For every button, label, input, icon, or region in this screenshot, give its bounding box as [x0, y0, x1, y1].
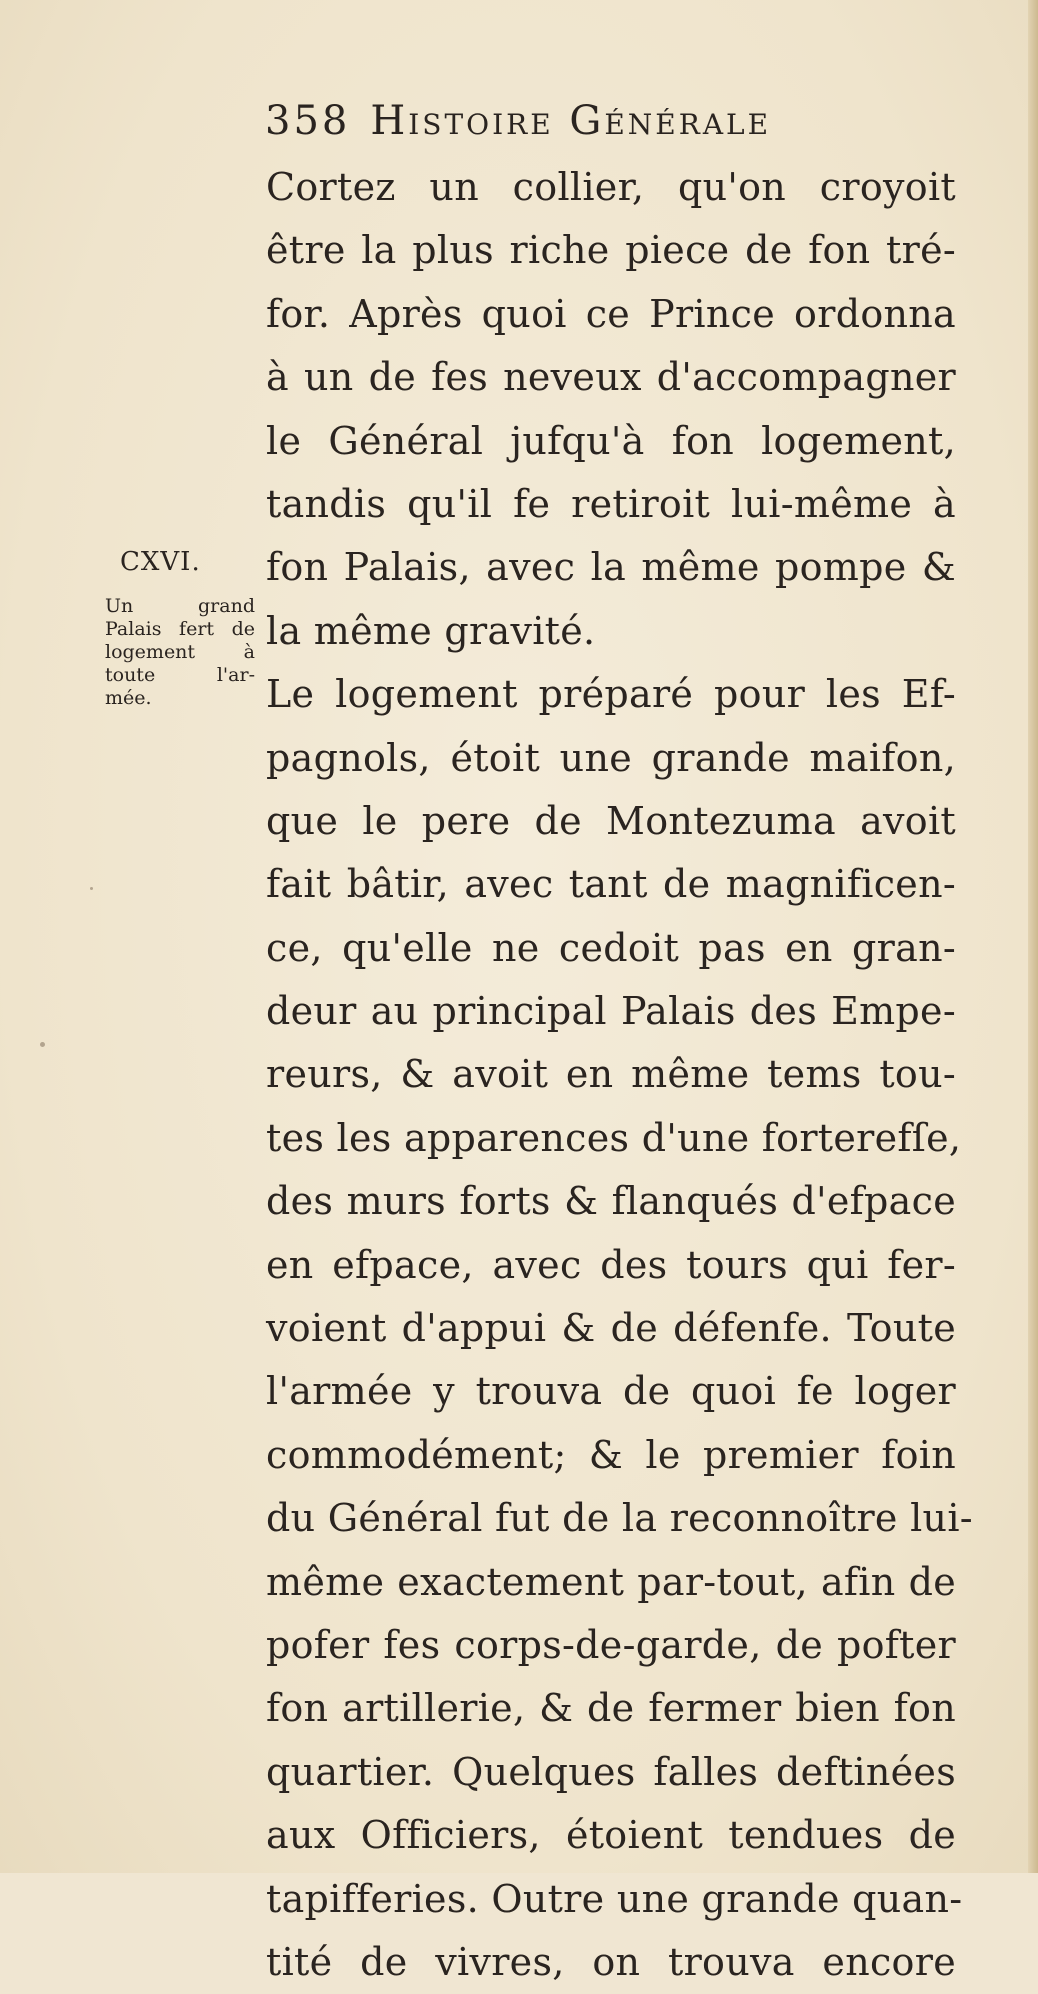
text-line: Cortez un collier, qu'on croyoit	[266, 165, 956, 209]
margin-note-line: Palais fert de	[105, 618, 255, 640]
text-line: ce, qu'elle ne cedoit pas en gran-	[266, 925, 956, 970]
running-header	[265, 98, 771, 144]
text-line: des murs forts & flanqués d'efpace	[266, 1179, 956, 1224]
text-line: tes les apparences d'une forterefſe,	[266, 1115, 962, 1160]
body-text	[266, 156, 973, 1994]
text-line: quartier. Quelques falles deftinées	[266, 1749, 956, 1794]
text-line: fon Palais, avec la même pompe &	[266, 545, 956, 590]
text-line: à un de fes neveux d'accompagner	[266, 355, 956, 400]
paper-speck	[90, 887, 93, 890]
page-edge	[1028, 0, 1038, 1873]
text-line: pofer fes corps-de-garde, de pofter	[266, 1622, 956, 1667]
text-line: en efpace, avec des tours qui fer-	[266, 1242, 956, 1287]
paper-speck	[40, 1042, 45, 1047]
text-line: l'armée y trouva de quoi fe loger	[266, 1369, 956, 1414]
text-line: voient d'appui & de défenfe. Toute	[266, 1306, 956, 1351]
text-line: être la plus riche piece de fon tré-	[266, 228, 956, 273]
text-line: tapifferies. Outre une grande quan-	[266, 1876, 963, 1921]
text-line: deur au principal Palais des Empe-	[266, 989, 956, 1034]
text-line: commodément; & le premier foin	[266, 1432, 956, 1477]
margin-note-line: mée.	[105, 687, 152, 709]
text-line: que le pere de Montezuma avoit	[266, 798, 956, 843]
text-line: du Général fut de la reconnoître lui-	[266, 1496, 973, 1541]
margin-note-line: toute l'ar-	[105, 664, 255, 686]
text-line: tité de vivres, on trouva encore	[266, 1939, 956, 1984]
text-line: même exactement par-tout, afin de	[266, 1559, 956, 1604]
text-line: fon artillerie, & de fermer bien fon	[266, 1686, 956, 1731]
page-number: 358	[265, 98, 351, 144]
text-line: aux Officiers, étoient tendues de	[266, 1813, 956, 1858]
text-line: tandis qu'il fe retiroit lui-même à	[266, 481, 956, 526]
running-title: Histoire Générale	[370, 98, 772, 144]
text-line: le Général jufqu'à fon logement,	[266, 418, 956, 463]
text-line: Le logement préparé pour les Ef-	[266, 672, 956, 717]
text-line: pagnols, étoit une grande maifon,	[266, 735, 956, 780]
margin-note-line: logement à	[105, 641, 255, 663]
text-line: reurs, & avoit en même tems tou-	[266, 1052, 956, 1097]
margin-note	[105, 595, 255, 710]
text-line: for. Après quoi ce Prince ordonna	[266, 291, 956, 336]
margin-note-line: Un grand	[105, 595, 255, 617]
text-line: fait bâtir, avec tant de magnificen-	[266, 862, 956, 907]
text-line: la même gravité.	[266, 608, 596, 653]
section-number: CXVI.	[120, 547, 201, 577]
